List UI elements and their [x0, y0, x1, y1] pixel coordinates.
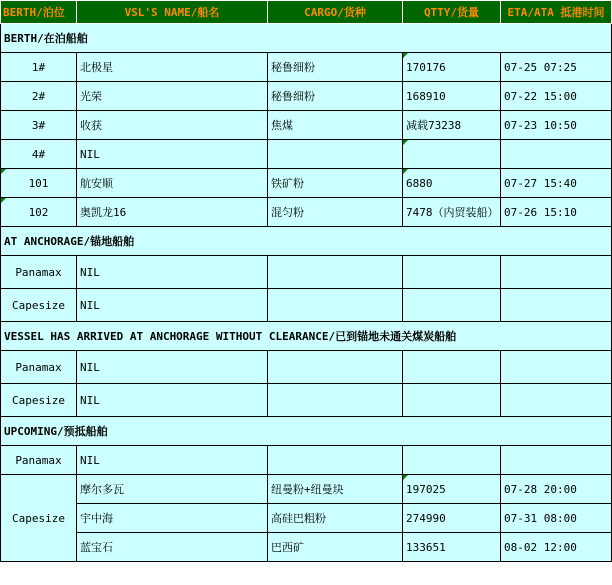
section-title-upcoming: UPCOMING/预抵船舶 — [1, 417, 612, 446]
quantity-cell: 133651 — [403, 533, 501, 562]
berth-cell: Capesize — [1, 384, 77, 417]
berth-cell: Panamax — [1, 351, 77, 384]
eta-cell — [501, 351, 612, 384]
quantity-cell — [403, 475, 501, 504]
cargo-cell: 秘鲁细粉 — [268, 53, 403, 82]
berth-cell: 4# — [1, 140, 77, 169]
quantity-cell — [403, 289, 501, 322]
vessel-cell: NIL — [77, 351, 268, 384]
vessel-cell: NIL — [77, 289, 268, 322]
quantity-text: 197025 — [406, 482, 446, 496]
eta-cell — [501, 289, 612, 322]
cargo-cell: 铁矿粉 — [268, 169, 403, 198]
eta-cell: 07-25 07:25 — [501, 53, 612, 82]
cargo-cell: 高硅巴粗粉 — [268, 504, 403, 533]
eta-cell: 07-27 15:40 — [501, 169, 612, 198]
table-row — [1, 111, 612, 140]
berth-text: 102 — [28, 205, 49, 219]
berth-cell — [1, 198, 77, 227]
section-upcoming-row — [1, 417, 612, 446]
vessel-cell: NIL — [77, 256, 268, 289]
eta-cell — [501, 256, 612, 289]
vessel-cell: 宇中海 — [77, 504, 268, 533]
eta-cell — [501, 140, 612, 169]
quantity-cell — [403, 384, 501, 417]
vessel-cell: 航安顺 — [77, 169, 268, 198]
vessel-cell: 奥凯龙16 — [77, 198, 268, 227]
eta-cell: 07-23 10:50 — [501, 111, 612, 140]
cargo-cell — [268, 289, 403, 322]
berth-cell: Panamax — [1, 446, 77, 475]
header-eta: ETA/ATA 抵港时间 — [501, 1, 612, 24]
cargo-cell — [268, 256, 403, 289]
berth-cell: Capesize — [1, 289, 77, 322]
comment-marker-icon — [403, 475, 408, 480]
eta-cell: 07-26 15:10 — [501, 198, 612, 227]
vessel-cell: NIL — [77, 384, 268, 417]
table-row — [1, 256, 612, 289]
comment-marker-icon — [403, 140, 408, 145]
comment-marker-icon — [403, 53, 408, 58]
vessel-cell: 摩尔多瓦 — [77, 475, 268, 504]
table-row — [1, 82, 612, 111]
berth-cell: 2# — [1, 82, 77, 111]
berth-text: 101 — [28, 176, 49, 190]
table-row — [1, 140, 612, 169]
berth-cell-capesize: Capesize — [1, 475, 77, 562]
quantity-cell: 274990 — [403, 504, 501, 533]
table-row — [1, 289, 612, 322]
table-row — [1, 384, 612, 417]
vessel-cell: 收获 — [77, 111, 268, 140]
cargo-cell: 巴西矿 — [268, 533, 403, 562]
header-cargo: CARGO/货种 — [268, 1, 403, 24]
berth-cell — [1, 169, 77, 198]
header-quantity: QTTY/货量 — [403, 1, 501, 24]
quantity-cell — [403, 169, 501, 198]
berth-cell: Panamax — [1, 256, 77, 289]
cargo-cell: 纽曼粉+纽曼块 — [268, 475, 403, 504]
table-row — [1, 198, 612, 227]
berth-cell: 3# — [1, 111, 77, 140]
section-anchorage-row — [1, 227, 612, 256]
table-row — [1, 504, 612, 533]
quantity-cell — [403, 53, 501, 82]
cargo-cell — [268, 446, 403, 475]
quantity-text: 6880 — [406, 176, 433, 190]
table-row — [1, 351, 612, 384]
section-title-anchorage: AT ANCHORAGE/锚地船舶 — [1, 227, 612, 256]
table-row — [1, 53, 612, 82]
quantity-cell: 减载73238 — [403, 111, 501, 140]
berth-cell: 1# — [1, 53, 77, 82]
quantity-cell — [403, 256, 501, 289]
comment-marker-icon — [403, 169, 408, 174]
cargo-cell: 秘鲁细粉 — [268, 82, 403, 111]
vessel-cell: 光荣 — [77, 82, 268, 111]
quantity-cell — [403, 351, 501, 384]
cargo-cell — [268, 384, 403, 417]
vessel-cell: 蓝宝石 — [77, 533, 268, 562]
table-row — [1, 475, 612, 504]
quantity-cell — [403, 140, 501, 169]
table-header-row — [1, 1, 612, 24]
quantity-cell: 7478（内贸装船） — [403, 198, 501, 227]
cargo-cell — [268, 351, 403, 384]
vessel-cell: NIL — [77, 446, 268, 475]
comment-marker-icon — [1, 169, 6, 174]
cargo-cell: 混匀粉 — [268, 198, 403, 227]
quantity-text: 170176 — [406, 60, 446, 74]
cargo-cell — [268, 140, 403, 169]
section-title-arrived: VESSEL HAS ARRIVED AT ANCHORAGE WITHOUT CLEARANCE/已到锚地未通关煤炭船舶 — [1, 322, 612, 351]
eta-cell: 07-22 15:00 — [501, 82, 612, 111]
quantity-cell — [403, 446, 501, 475]
header-berth: BERTH/泊位 — [1, 1, 77, 24]
quantity-cell: 168910 — [403, 82, 501, 111]
section-arrived-row — [1, 322, 612, 351]
eta-cell — [501, 446, 612, 475]
eta-cell: 08-02 12:00 — [501, 533, 612, 562]
section-berth-row — [1, 24, 612, 53]
table-row — [1, 533, 612, 562]
eta-cell: 07-31 08:00 — [501, 504, 612, 533]
section-title-berth: BERTH/在泊船舶 — [1, 24, 612, 53]
vessel-cell: NIL — [77, 140, 268, 169]
table-row — [1, 169, 612, 198]
vessel-cell: 北极星 — [77, 53, 268, 82]
eta-cell — [501, 384, 612, 417]
header-vessel-name: VSL'S NAME/船名 — [77, 1, 268, 24]
comment-marker-icon — [1, 198, 6, 203]
table-row — [1, 446, 612, 475]
cargo-cell: 焦煤 — [268, 111, 403, 140]
eta-cell: 07-28 20:00 — [501, 475, 612, 504]
